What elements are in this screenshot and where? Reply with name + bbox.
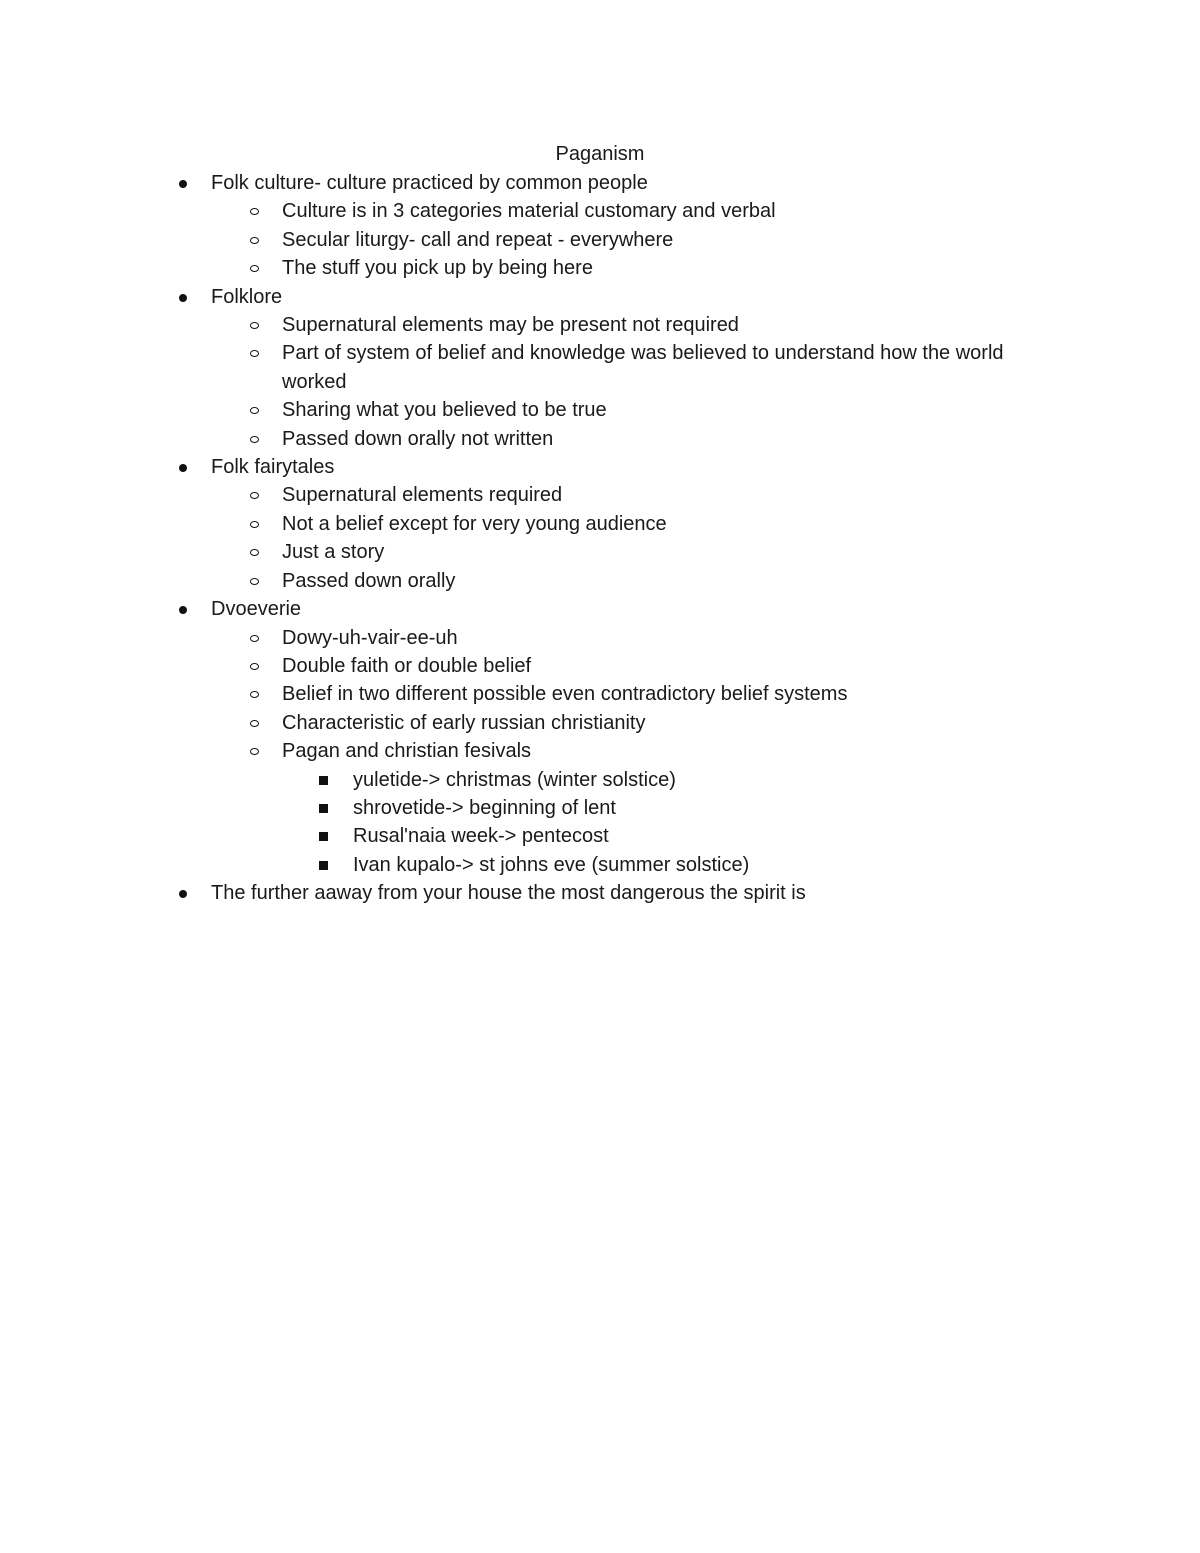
bullet-text: Characteristic of early russian christianity bbox=[282, 711, 646, 734]
list-item bbox=[0, 567, 1200, 595]
bullet-text: Culture is in 3 categories material customary and verbal bbox=[282, 200, 776, 223]
list-item bbox=[0, 396, 1200, 424]
bullet-text: Folklore bbox=[211, 285, 283, 308]
square-bullet-icon bbox=[317, 851, 331, 879]
list-item bbox=[0, 652, 1200, 680]
square-bullet-icon bbox=[317, 794, 331, 822]
bullet-text: Sharing what you believed to be true bbox=[282, 399, 607, 422]
list-item bbox=[0, 197, 1200, 225]
bullet-text: The stuff you pick up by being here bbox=[282, 257, 593, 280]
hollow-bullet-icon bbox=[248, 510, 262, 538]
hollow-bullet-icon bbox=[248, 226, 262, 254]
bullet-text: Secular liturgy- call and repeat - everywhere bbox=[282, 228, 674, 251]
hollow-bullet-icon bbox=[248, 538, 262, 566]
bullet-text: Pagan and christian fesivals bbox=[282, 740, 532, 763]
list-item bbox=[0, 425, 1200, 453]
filled-bullet-icon bbox=[177, 595, 189, 623]
hollow-bullet-icon bbox=[248, 680, 262, 708]
hollow-bullet-icon bbox=[248, 197, 262, 225]
list-item bbox=[0, 510, 1200, 538]
list-item bbox=[0, 453, 1200, 481]
bullet-text: Belief in two different possible even contradictory belief systems bbox=[282, 683, 848, 706]
bullet-text: Just a story bbox=[282, 541, 385, 564]
bullet-text: Folk fairytales bbox=[211, 456, 335, 479]
list-item bbox=[0, 822, 1200, 850]
bullet-text: Supernatural elements required bbox=[282, 484, 563, 507]
list-item bbox=[0, 339, 1200, 396]
filled-bullet-icon bbox=[177, 879, 189, 907]
list-item bbox=[0, 879, 1200, 907]
bullet-text: Passed down orally bbox=[282, 569, 456, 592]
hollow-bullet-icon bbox=[248, 567, 262, 595]
hollow-bullet-icon bbox=[248, 481, 262, 509]
list-item bbox=[0, 766, 1200, 794]
hollow-bullet-icon bbox=[248, 709, 262, 737]
list-item bbox=[0, 254, 1200, 282]
bullet-text: Ivan kupalo-> st johns eve (summer solstice) bbox=[353, 853, 750, 876]
bullet-text: Passed down orally not written bbox=[282, 427, 554, 450]
bullet-text: Not a belief except for very young audience bbox=[282, 512, 667, 535]
list-item bbox=[0, 680, 1200, 708]
hollow-bullet-icon bbox=[248, 624, 262, 652]
square-bullet-icon bbox=[317, 822, 331, 850]
list-item bbox=[0, 226, 1200, 254]
list-item bbox=[0, 709, 1200, 737]
bullet-text: Rusal'naia week-> pentecost bbox=[353, 825, 609, 848]
hollow-bullet-icon bbox=[248, 425, 262, 453]
bullet-text: shrovetide-> beginning of lent bbox=[353, 796, 616, 819]
list-item bbox=[0, 624, 1200, 652]
bullet-text: Folk culture- culture practiced by common people bbox=[211, 172, 648, 194]
hollow-bullet-icon bbox=[248, 396, 262, 424]
bullet-text: The further aaway from your house the most dangerous the spirit is bbox=[211, 882, 806, 905]
list-item bbox=[0, 481, 1200, 509]
list-item bbox=[0, 595, 1200, 623]
hollow-bullet-icon bbox=[248, 339, 262, 367]
hollow-bullet-icon bbox=[248, 652, 262, 680]
list-item bbox=[0, 283, 1200, 311]
list-item bbox=[0, 538, 1200, 566]
bullet-text: Part of system of belief and knowledge was believed to understand how the world worked bbox=[282, 342, 1004, 393]
list-item bbox=[0, 851, 1200, 879]
list-item bbox=[0, 737, 1200, 765]
page-title: Paganism bbox=[555, 143, 645, 165]
filled-bullet-icon bbox=[177, 283, 189, 311]
bullet-text: Double faith or double belief bbox=[282, 654, 532, 677]
hollow-bullet-icon bbox=[248, 311, 262, 339]
bullet-text: Supernatural elements may be present not required bbox=[282, 314, 739, 337]
hollow-bullet-icon bbox=[248, 737, 262, 765]
filled-bullet-icon bbox=[177, 453, 189, 481]
list-item bbox=[0, 169, 1200, 197]
list-item bbox=[0, 311, 1200, 339]
bullet-text: yuletide-> christmas (winter solstice) bbox=[353, 768, 676, 791]
bullet-text: Dowy-uh-vair-ee-uh bbox=[282, 626, 458, 649]
filled-bullet-icon bbox=[177, 169, 189, 197]
bullet-text: Dvoeverie bbox=[211, 598, 302, 621]
list-item bbox=[0, 794, 1200, 822]
square-bullet-icon bbox=[317, 766, 331, 794]
hollow-bullet-icon bbox=[248, 254, 262, 282]
outline-list bbox=[0, 169, 1200, 908]
